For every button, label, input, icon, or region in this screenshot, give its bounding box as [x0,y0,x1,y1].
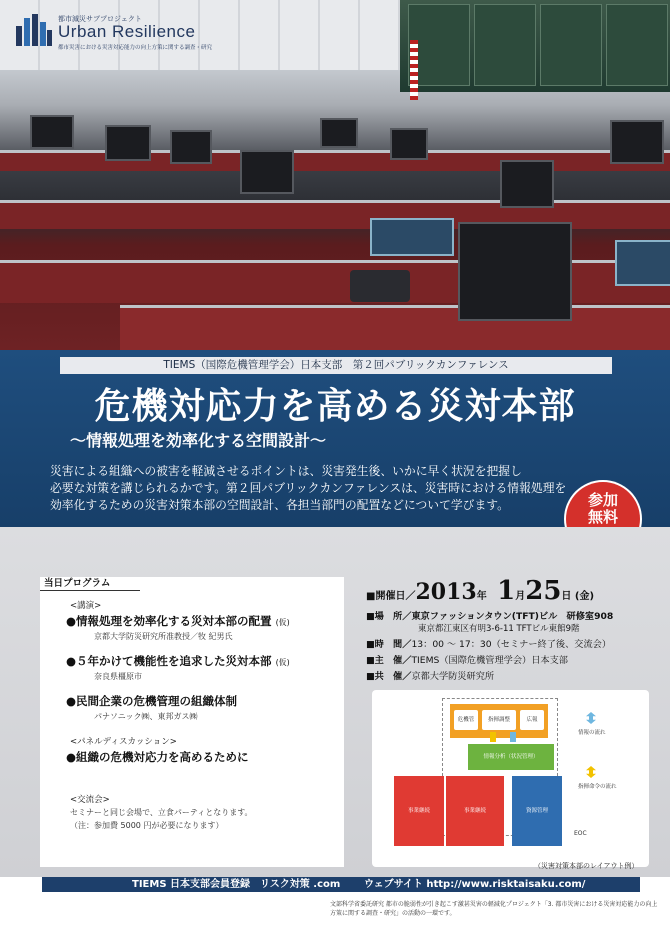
diagram-box: 指揮調整 [482,710,516,730]
monitor [240,150,294,194]
name-plate [615,240,670,286]
talk-title [66,613,290,629]
month-unit: 月 [515,591,526,602]
lecture-label: <講演> [70,601,102,611]
panel-title: ●組織の危機対応力を高めるために [66,750,249,764]
date-year: 2013 [415,579,477,605]
diagram-box: 事業継続 [446,776,504,846]
host-value: TIEMS（国際危機管理学会）日本支部 [411,655,568,666]
page-subtitle: ～情報処理を効率化する空間設計～ [70,431,327,450]
time-value: 13：00 ～ 17：30（セミナー終了後、交流会） [411,639,612,650]
info-flow-icon [586,712,596,724]
talk-tag: (仮) [275,618,290,627]
talk-speaker: パナソニック㈱、東邦ガス㈱ [94,712,198,721]
logo-tagline: 都市災害における災害対応能力の向上方策に関する調査・研究 [58,45,213,51]
page-title: 危機対応力を高める災対本部 [94,385,576,427]
venue-label: ■場 所／ [366,611,412,622]
info-arrow [510,732,516,742]
program-header: 当日プログラム [40,577,140,591]
panel-label: <パネルディスカッション> [70,737,177,747]
exchange-line: セミナーと同じ会場で、立食パーティとなります。 [70,808,253,817]
talk-title-text: ●民間企業の危機管理の組織体制 [66,694,238,708]
date-day: 25 [525,576,562,606]
date-weekday: (金) [574,591,595,602]
badge-line1: 参加 [587,491,618,509]
badge-line2: 無料 [587,508,618,526]
desk-row [120,305,670,350]
lead-text [50,463,610,514]
talk-title [66,693,237,709]
exchange-line: （注：参加費 5000 円が必要になります） [70,821,224,830]
date-label: ■開催日／ [366,591,416,602]
monitor [500,160,554,208]
legend-eoc: EOC [574,830,587,837]
monitor [390,128,428,160]
conference-label: TIEMS（国際危機管理学会）日本支部 第２回パブリックカンファレンス [60,357,612,374]
credit-note: 文部科学省委託研究 都市の脆弱性が引き起こす激甚災害の軽減化プロジェクト「3. 都市災害における災害対応能力の向上方策に関する調査・研究」の活動の一環です。 [330,901,658,917]
talk-title [66,653,290,669]
host-row [366,652,568,666]
footer-bar [42,877,640,892]
telephone [350,270,410,302]
venue-address: 東京都江東区有明3-6-11 TFTビル東館9階 [418,624,580,634]
command-flow-icon [586,766,596,778]
venue-row [366,608,613,622]
command-arrow [490,732,496,742]
talk-speaker: 奈良県橿原市 [94,672,142,681]
city-skyline-icon [14,12,54,48]
program-panel [40,577,344,867]
talk-title-text: ●５年かけて機能性を追求した災対本部 [66,654,272,668]
monitor [458,222,572,321]
monitor [105,125,151,161]
footer-website[interactable]: ウェブサイト http://www.risktaisaku.com/ [364,879,586,890]
legend-command: 指揮命令の流れ [578,784,617,790]
desk-row [0,150,670,171]
year-unit: 年 [476,591,487,602]
time-label: ■時 間／ [366,639,412,650]
diagram-box: 事業継続 [394,776,444,846]
host-label: ■主 催／ [366,655,412,666]
talk-speaker: 京都大学防災研究所准教授／牧 紀男氏 [94,632,233,641]
monitor [610,120,664,164]
diagram-box: 資源管理 [512,776,562,846]
event-date [366,576,594,606]
monitor [320,118,358,148]
footer-register[interactable]: TIEMS 日本支部会員登録 リスク対策 .com [132,879,341,890]
time-row [366,636,611,650]
talk-title-text: ●情報処理を効率化する災対本部の配置 [66,614,272,628]
venue-value: 東京ファッションタウン(TFT)ビル 研修室908 [411,611,614,622]
lead-line: 効率化するための災害対策本部の空間設計、各担当部門の配置などについて学びます。 [50,498,509,512]
hero-photo [0,0,670,350]
lead-line: 必要な対策を講じられるかです。第２回パブリックカンファレンスは、災害時における情報処理を [50,481,567,495]
us-flag [410,40,418,100]
eoc-layout-diagram [372,690,649,867]
legend-info: 情報の流れ [578,730,606,736]
monitor [30,115,74,149]
diagram-caption: （災害対策本部のレイアウト例） [534,862,639,870]
logo-subtitle: 都市減災サブプロジェクト [58,15,142,23]
name-plate [370,218,454,256]
urban-resilience-logo [14,12,244,52]
cohost-row [366,668,494,682]
talk-tag: (仮) [275,658,290,667]
date-month: 1 [497,576,516,606]
wall-screens [400,0,670,92]
cohost-label: ■共 催／ [366,671,412,682]
diagram-box: 情報分析（状況管理） [468,744,554,770]
monitor [170,130,212,164]
exchange-label: <交流会> [70,795,110,805]
diagram-box: 広報 [520,710,544,730]
diagram-box: 危機管 [454,710,478,730]
lead-line: 災害による組織への被害を軽減させるポイントは、災害発生後、いかに早く状況を把握し [50,464,522,478]
day-unit: 日 [561,591,572,602]
logo-name: Urban Resilience [58,22,196,41]
cohost-value: 京都大学防災研究所 [411,671,495,682]
